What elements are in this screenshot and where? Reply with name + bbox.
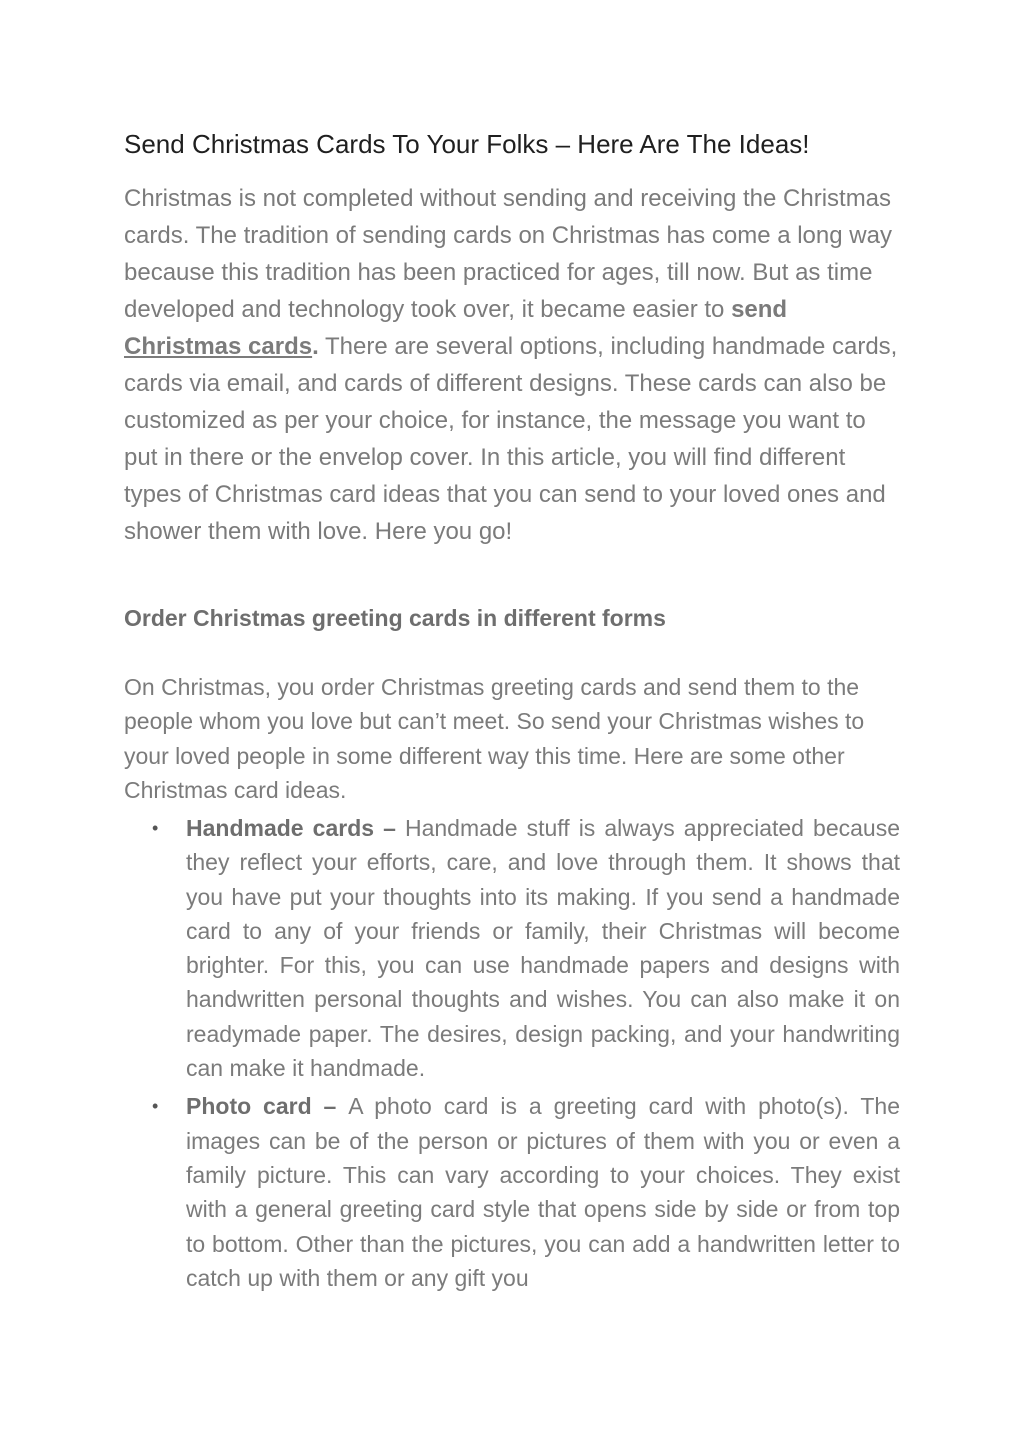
list-item-handmade-cards	[124, 811, 900, 1085]
list-item-photo-card	[124, 1089, 900, 1295]
list-item-text: A photo card is a greeting card with photo(s). The images can be of the person or pictures of them with you or even a family picture. This can vary according to your choices. They exist with a general greeting card style that opens side by side or from top to bottom. Other than the pictures, you can add a handwritten letter to catch up with them or any gift you	[186, 1093, 900, 1291]
intro-bold-period: .	[312, 333, 319, 360]
section-heading: Order Christmas greeting cards in different forms	[124, 605, 666, 631]
send-christmas-cards-link[interactable]: Christmas cards	[124, 333, 313, 360]
card-ideas-list	[124, 811, 900, 1299]
list-item-term: Photo card –	[186, 1093, 349, 1120]
intro-text-end: There are several options, including handmade cards, cards via email, and cards of different designs. These cards can also be customized as per your choice, for instance, the message you want to put in there or the envelop cover. In this article, you will find different types of Christmas card ideas that you can send to your loved ones and shower them with love. Here you go!	[124, 333, 898, 545]
intro-paragraph	[124, 180, 900, 550]
bullet-icon: •	[152, 1096, 159, 1117]
bullet-icon: •	[152, 818, 159, 838]
list-item-text: Handmade stuff is always appreciated because they reflect your efforts, care, and love through them. It shows that you have put your thoughts into its making. If you send a handmade card to any of your friends or family, their Christmas will become brighter. For this, you can use handmade papers and designs with handwritten personal thoughts and wishes. You can also make it on readymade paper. The desires, design packing, and your handwriting can make it handmade.	[186, 815, 900, 1082]
document-title: Send Christmas Cards To Your Folks – Here Are The Ideas!	[124, 129, 810, 159]
intro-text-start: Christmas is not completed without sending and receiving the Christmas cards. The tradition of sending cards on Christmas has come a long way because this tradition has been practiced for ages, till now. But as time developed and technology took over, it became easier to	[124, 185, 892, 323]
list-item-term: Handmade cards –	[186, 815, 405, 841]
section-intro-paragraph: On Christmas, you order Christmas greeting cards and send them to the people whom you love but can’t meet. So send your Christmas wishes to your loved people in some different way this time. Here are some other Christmas card ideas.	[124, 674, 865, 803]
intro-bold-send: send	[731, 296, 788, 323]
